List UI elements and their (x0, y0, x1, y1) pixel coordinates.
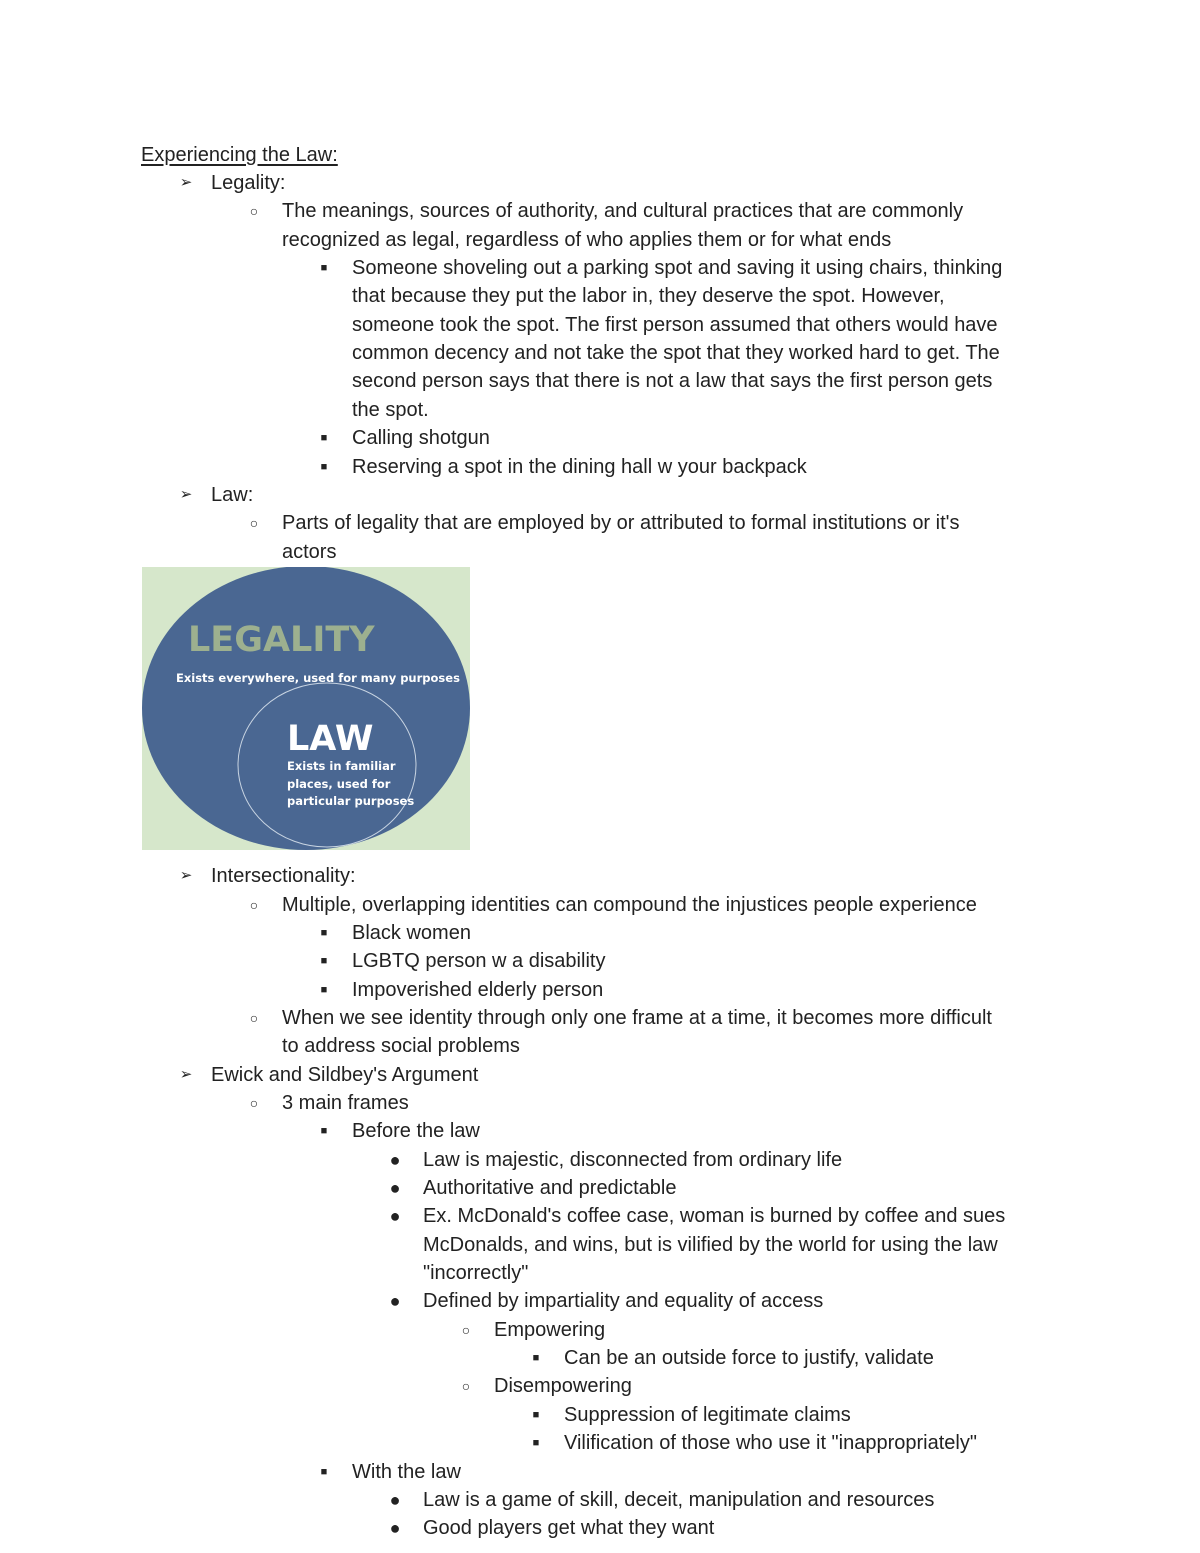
outline-item-line: recognized as legal, regardless of who applies them or for what ends (282, 228, 892, 251)
outline-item-line: the spot. (352, 398, 429, 421)
outline-item-line: Legality: (211, 172, 286, 194)
legality-law-diagram (142, 567, 470, 850)
dot-bullet-icon: ● (389, 1291, 401, 1312)
outline-item-line: Law is a game of skill, deceit, manipulation and resources (423, 1488, 935, 1511)
circle-bullet-icon: ○ (249, 1094, 259, 1111)
square-bullet-icon: ■ (532, 1408, 540, 1421)
outline-item-line: Someone shoveling out a parking spot and saving it using chairs, thinking (352, 257, 1003, 280)
outline-item-line: Authoritative and predictable (423, 1177, 677, 1199)
square-bullet-icon: ■ (320, 1465, 328, 1478)
outline-item-line: Defined by impartiality and equality of access (423, 1290, 824, 1313)
outline-item-line: Black women (352, 921, 471, 944)
square-bullet-icon: ■ (320, 926, 328, 939)
circle-bullet-icon: ○ (461, 1378, 471, 1395)
circle-bullet-icon: ○ (249, 203, 259, 220)
outline-item-line: Law is majestic, disconnected from ordinary life (423, 1148, 843, 1171)
dot-bullet-icon: ● (389, 1178, 401, 1198)
outline-item-line: With the law (352, 1460, 461, 1483)
circle-bullet-icon: ○ (249, 515, 259, 532)
circle-bullet-icon: ○ (249, 896, 259, 913)
square-bullet-icon: ■ (320, 262, 328, 275)
outline-item-line: Vilification of those who use it "inappropriately" (564, 1432, 977, 1455)
outline-item-line: Impoverished elderly person (352, 978, 604, 1001)
square-bullet-icon: ■ (320, 983, 328, 996)
square-bullet-icon: ■ (320, 432, 328, 445)
outline-item-line: Empowering (494, 1318, 606, 1341)
square-bullet-icon: ■ (532, 1352, 540, 1365)
outline-item-line: actors (282, 540, 337, 563)
arrow-bullet-icon: ➢ (179, 174, 193, 191)
outline-item-line: that because they put the labor in, they deserve the spot. However, (352, 285, 945, 308)
circle-bullet-icon: ○ (249, 1009, 259, 1026)
outline-item-line: "incorrectly" (423, 1262, 529, 1285)
outline-item-line: When we see identity through only one frame at a time, it becomes more difficult (282, 1006, 992, 1029)
outline-item-line: second person says that there is not a law that says the first person gets (352, 370, 993, 393)
dot-bullet-icon: ● (389, 1518, 401, 1539)
square-bullet-icon: ■ (320, 955, 328, 968)
dot-bullet-icon: ● (389, 1489, 401, 1510)
arrow-bullet-icon: ➢ (179, 1065, 193, 1083)
outline-item-line: Suppression of legitimate claims (564, 1403, 851, 1426)
arrow-bullet-icon: ➢ (179, 867, 193, 885)
outline-item-line: Before the law (352, 1120, 480, 1143)
outline-item-line: Disempowering (494, 1375, 632, 1398)
outline-item-line: 3 main frames (282, 1091, 409, 1114)
outline-item-line: The meanings, sources of authority, and cultural practices that are commonly (282, 200, 964, 223)
outline-item-line: Ex. McDonald's coffee case, woman is burned by coffee and sues (423, 1205, 1006, 1228)
outline-item-line: Good players get what they want (423, 1517, 715, 1540)
outline-item-line: someone took the spot. The first person assumed that others would have (352, 313, 998, 336)
outline-item-line: Ewick and Sildbey's Argument (211, 1063, 479, 1086)
outline-item-line: Law: (211, 483, 254, 506)
legality-title: LEGALITY (188, 620, 375, 660)
document-heading: Experiencing the Law: (141, 144, 338, 166)
outline-item-line: Calling shotgun (352, 427, 490, 450)
dot-bullet-icon: ● (389, 1149, 401, 1170)
law-caption-line-1: Exists in familiar (287, 759, 396, 773)
law-title: LAW (287, 719, 374, 759)
outline-item-line: Parts of legality that are employed by or attributed to formal institutions or it's (282, 512, 960, 535)
arrow-bullet-icon: ➢ (179, 485, 193, 503)
legality-caption: Exists everywhere, used for many purposes (176, 671, 460, 685)
outline-item-line: Multiple, overlapping identities can compound the injustices people experience (282, 893, 977, 916)
outline-item-line: Intersectionality: (211, 865, 356, 888)
square-bullet-icon: ■ (320, 1125, 328, 1138)
law-caption-line-2: places, used for (287, 777, 391, 791)
outline-item-line: LGBTQ person w a disability (352, 950, 606, 973)
outline-item-line: Reserving a spot in the dining hall w your backpack (352, 455, 807, 478)
circle-bullet-icon: ○ (461, 1321, 471, 1338)
square-bullet-icon: ■ (320, 460, 328, 473)
square-bullet-icon: ■ (532, 1437, 540, 1450)
outline-item-line: to address social problems (282, 1035, 520, 1058)
outline-item-line: McDonalds, and wins, but is vilified by the world for using the law (423, 1233, 998, 1256)
dot-bullet-icon: ● (389, 1206, 401, 1227)
outline-item-line: common decency and not take the spot that they worked hard to get. The (352, 342, 1000, 365)
law-caption-line-3: particular purposes (287, 794, 415, 808)
outline-item-line: Can be an outside force to justify, validate (564, 1347, 934, 1370)
